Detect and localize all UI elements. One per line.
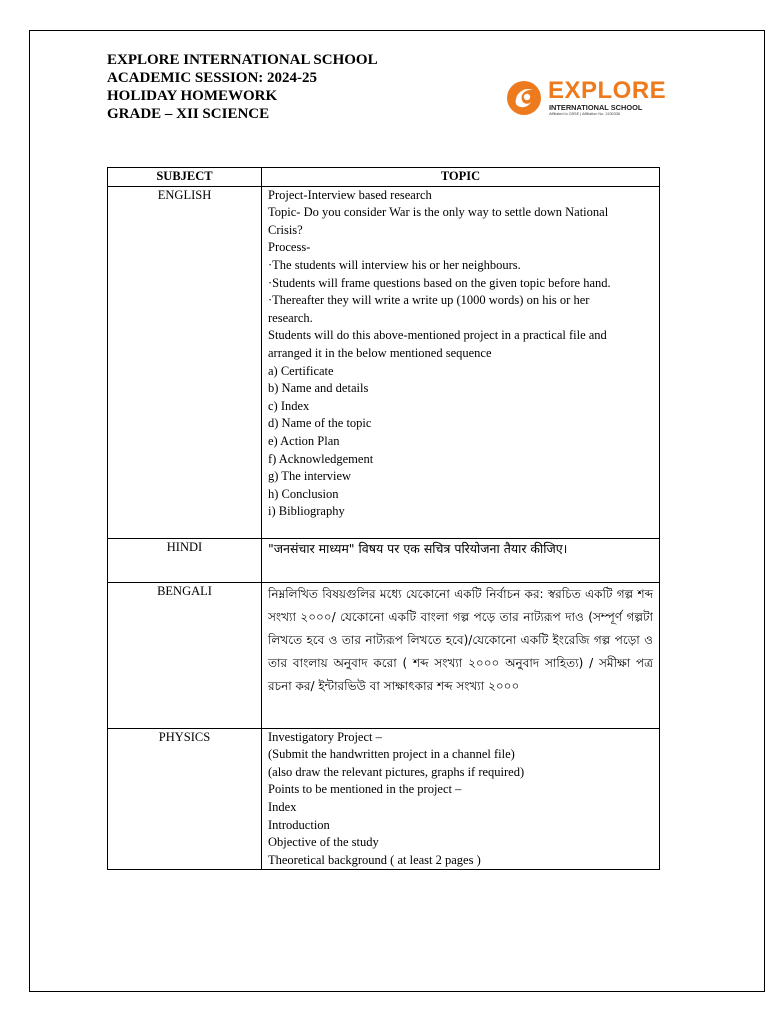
document-header xyxy=(107,51,378,123)
header-subject: SUBJECT xyxy=(108,168,262,187)
english-line: Project-Interview based research xyxy=(268,187,432,202)
physics-line: (Submit the handwritten project in a channel file) xyxy=(268,747,515,762)
physics-line: Investigatory Project – xyxy=(268,729,382,744)
subject-bengali: BENGALI xyxy=(108,582,262,728)
english-line: c) Index xyxy=(268,398,310,413)
table-header-row xyxy=(108,168,660,187)
english-line: ·Thereafter they will write a write up (1000 words) on his or her xyxy=(268,293,590,308)
table-row-bengali xyxy=(108,582,660,728)
english-line: research. xyxy=(268,310,313,325)
physics-line: (also draw the relevant pictures, graphs if required) xyxy=(268,764,525,779)
topic-bengali: নিম্নলিখিত বিষয়গুলির মধ্যে যেকোনো একটি নির্বাচন কর: স্বরচিত একটি গল্প শব্দ সংখ্যা ২০০০/ যেকোনো একটি বাংলা গল্প পড়ে তার নাট্যরূপ দাও (সম্পূর্ণ গল্পটা লিখতে হবে ও তার নাট্যরূপ লিখতে হবে)/যেকোনো একটি ইংরেজি গল্প পড়ো ও তার বাংলায় অনুবাদ করো ( শব্দ সংখ্যা ২০০০ অনুবাদ সাহিত্য) / সমীক্ষা পত্র রচনা কর/ ইন্টারভিউ বা সাক্ষাৎকার শব্দ সংখ্যা ২০০০ xyxy=(262,582,660,728)
grade-label: GRADE – XII SCIENCE xyxy=(107,106,270,122)
document-title: HOLIDAY HOMEWORK xyxy=(107,88,278,104)
topic-physics xyxy=(262,728,660,870)
physics-line: Points to be mentioned in the project – xyxy=(268,782,462,797)
topic-hindi: "जनसंचार माध्यम" विषय पर एक सचित्र परियोजना तैयार कीजिए। xyxy=(262,538,660,582)
english-line: b) Name and details xyxy=(268,381,369,396)
physics-line: Objective of the study xyxy=(268,835,379,850)
physics-line: Theoretical background ( at least 2 pages ) xyxy=(268,852,481,867)
topic-english xyxy=(262,186,660,538)
english-line: ·Students will frame questions based on the given topic before hand. xyxy=(268,275,611,290)
logo-affiliation: Affiliated to CBSE | Affiliation No. 2430336 xyxy=(549,112,621,116)
english-line: Process- xyxy=(268,240,311,255)
explore-swirl-icon xyxy=(506,80,542,116)
english-line: g) The interview xyxy=(268,469,352,484)
table-row-english xyxy=(108,186,660,538)
school-name: EXPLORE INTERNATIONAL SCHOOL xyxy=(107,52,378,68)
physics-line: Introduction xyxy=(268,817,330,832)
subject-english: ENGLISH xyxy=(108,186,262,538)
academic-session: ACADEMIC SESSION: 2024-25 xyxy=(107,70,318,86)
subject-physics: PHYSICS xyxy=(108,728,262,870)
english-line: d) Name of the topic xyxy=(268,416,372,431)
table-row-physics xyxy=(108,728,660,870)
english-line: h) Conclusion xyxy=(268,486,339,501)
english-line: e) Action Plan xyxy=(268,433,340,448)
homework-table xyxy=(107,167,660,870)
header-topic: TOPIC xyxy=(262,168,660,187)
school-logo xyxy=(506,77,667,122)
logo-subtitle: INTERNATIONAL SCHOOL xyxy=(549,103,643,112)
english-line: Topic- Do you consider War is the only way to settle down National xyxy=(268,205,609,220)
logo-wordmark: EXPLORE xyxy=(548,77,667,104)
english-line: a) Certificate xyxy=(268,363,334,378)
english-line: Students will do this above-mentioned project in a practical file and xyxy=(268,328,607,343)
english-line: i) Bibliography xyxy=(268,504,345,519)
english-line: ·The students will interview his or her neighbours. xyxy=(268,257,521,272)
table-row-hindi xyxy=(108,538,660,582)
english-line: f) Acknowledgement xyxy=(268,451,374,466)
subject-hindi: HINDI xyxy=(108,538,262,582)
physics-line: Index xyxy=(268,799,297,814)
english-line: Crisis? xyxy=(268,222,303,237)
english-line: arranged it in the below mentioned sequence xyxy=(268,345,492,360)
